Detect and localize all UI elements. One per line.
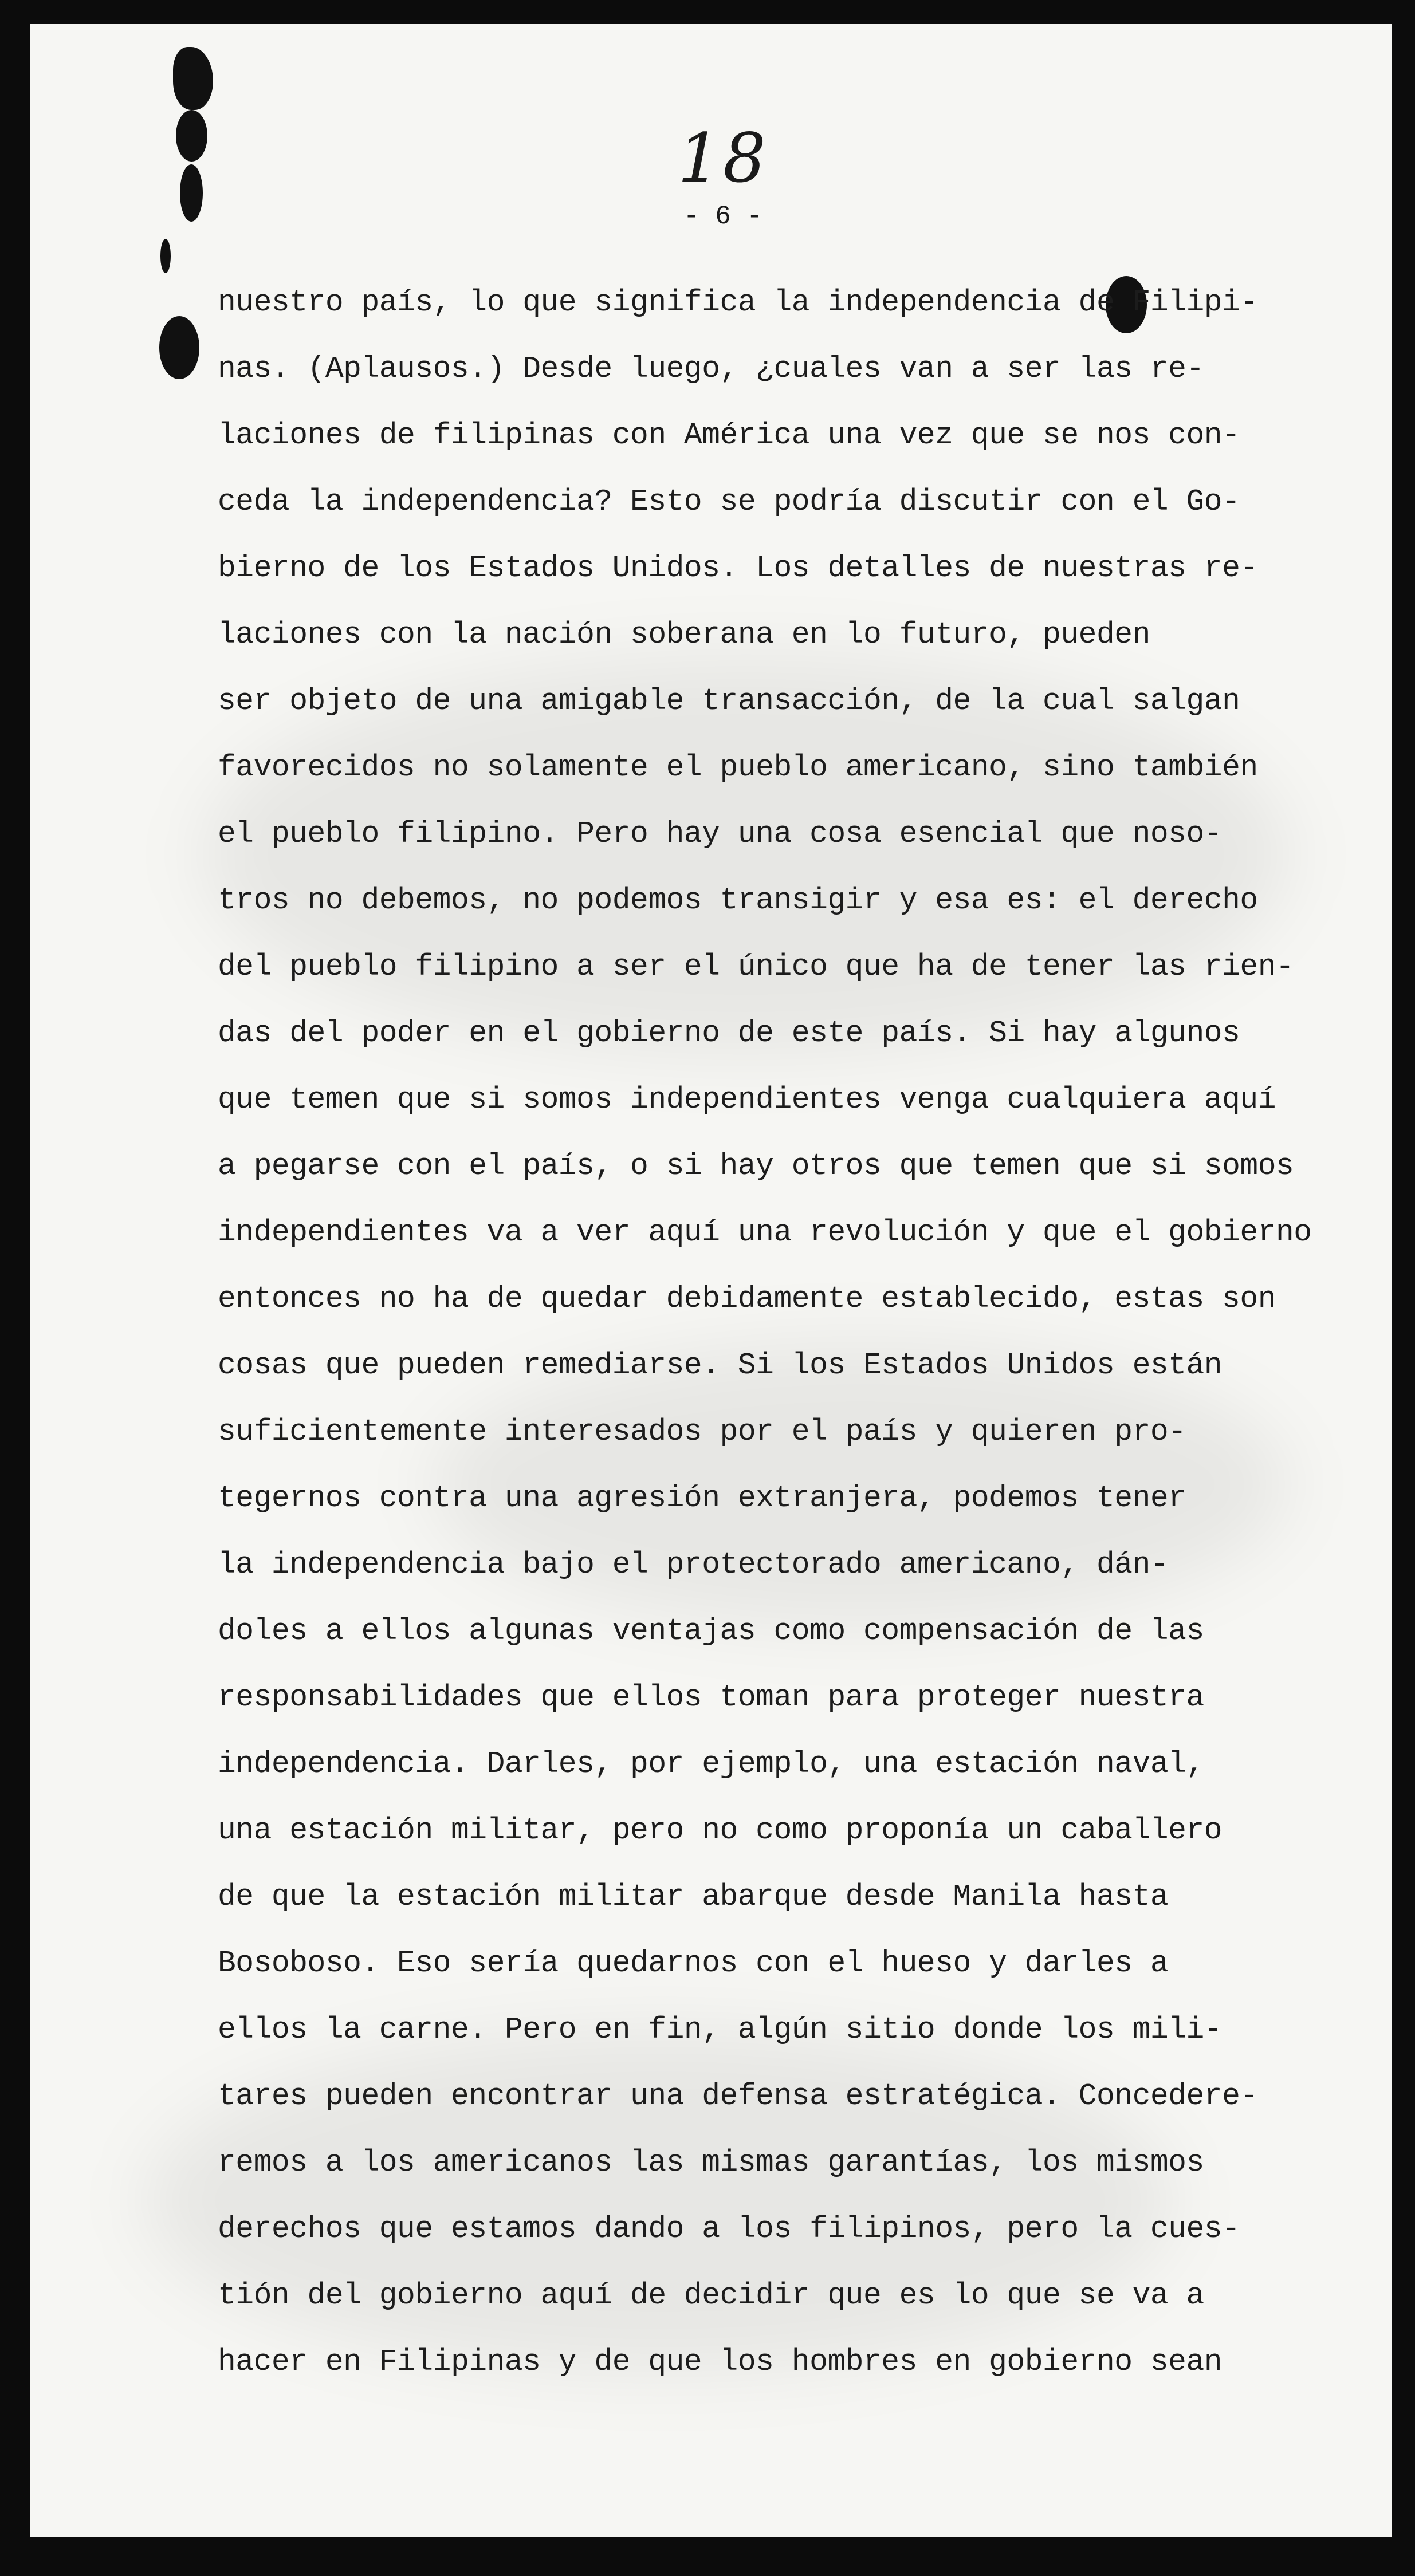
text-line: ellos la carne. Pero en fin, algún sitio donde los mili-	[218, 2012, 1223, 2047]
page-number: - 6 -	[683, 202, 763, 231]
text-line: derechos que estamos dando a los filipinos, pero la cues-	[218, 2212, 1240, 2246]
text-line: doles a ellos algunas ventajas como compensación de las	[218, 1614, 1204, 1648]
text-line: suficientemente interesados por el país y quieren pro-	[218, 1415, 1186, 1449]
text-line: cosas que pueden remediarse. Si los Estados Unidos están	[218, 1348, 1223, 1382]
ink-blot	[176, 110, 207, 162]
text-line: tegernos contra una agresión extranjera, podemos tener	[218, 1481, 1186, 1515]
text-line: favorecidos no solamente el pueblo americano, sino también	[218, 750, 1258, 785]
text-line: del pueblo filipino a ser el único que ha de tener las rien-	[218, 950, 1294, 984]
text-line: Bosoboso. Eso sería quedarnos con el hueso y darles a	[218, 1946, 1169, 1980]
text-line: ser objeto de una amigable transacción, de la cual salgan	[218, 684, 1240, 718]
text-line: entonces no ha de quedar debidamente establecido, estas son	[218, 1282, 1276, 1316]
text-line: una estación militar, pero no como proponía un caballero	[218, 1813, 1223, 1848]
text-line: independientes va a ver aquí una revolución y que el gobierno	[218, 1215, 1312, 1250]
body-text	[218, 269, 1312, 2395]
ink-blot	[173, 47, 213, 110]
text-line: tares pueden encontrar una defensa estratégica. Concedere-	[218, 2079, 1258, 2113]
text-line: nas. (Aplausos.) Desde luego, ¿cuales van a ser las re-	[218, 352, 1204, 386]
text-line: tros no debemos, no podemos transigir y esa es: el derecho	[218, 883, 1258, 917]
text-line: responsabilidades que ellos toman para proteger nuestra	[218, 1680, 1204, 1715]
text-line: tión del gobierno aquí de decidir que es lo que se va a	[218, 2278, 1204, 2313]
text-line: independencia. Darles, por ejemplo, una estación naval,	[218, 1747, 1204, 1781]
text-line: que temen que si somos independientes venga cualquiera aquí	[218, 1082, 1276, 1117]
handwritten-folio-number: 18	[677, 119, 769, 198]
text-line: bierno de los Estados Unidos. Los detalles de nuestras re-	[218, 551, 1258, 585]
text-line: nuestro país, lo que significa la independencia de Filipi-	[218, 285, 1258, 320]
text-line: ceda la independencia? Esto se podría discutir con el Go-	[218, 485, 1240, 519]
text-line: la independencia bajo el protectorado americano, dán-	[218, 1547, 1169, 1582]
text-line: remos a los americanos las mismas garantías, los mismos	[218, 2145, 1204, 2180]
ink-blot	[180, 164, 203, 222]
text-line: de que la estación militar abarque desde Manila hasta	[218, 1880, 1169, 1914]
text-line: laciones con la nación soberana en lo futuro, pueden	[218, 617, 1150, 652]
text-line: laciones de filipinas con América una vez que se nos con-	[218, 418, 1240, 452]
ink-blot	[159, 316, 199, 379]
text-line: a pegarse con el país, o si hay otros que temen que si somos	[218, 1149, 1294, 1183]
ink-blot	[160, 239, 171, 273]
text-line: el pueblo filipino. Pero hay una cosa esencial que noso-	[218, 817, 1223, 851]
text-line: das del poder en el gobierno de este país. Si hay algunos	[218, 1016, 1240, 1050]
text-line: hacer en Filipinas y de que los hombres en gobierno sean	[218, 2345, 1223, 2379]
